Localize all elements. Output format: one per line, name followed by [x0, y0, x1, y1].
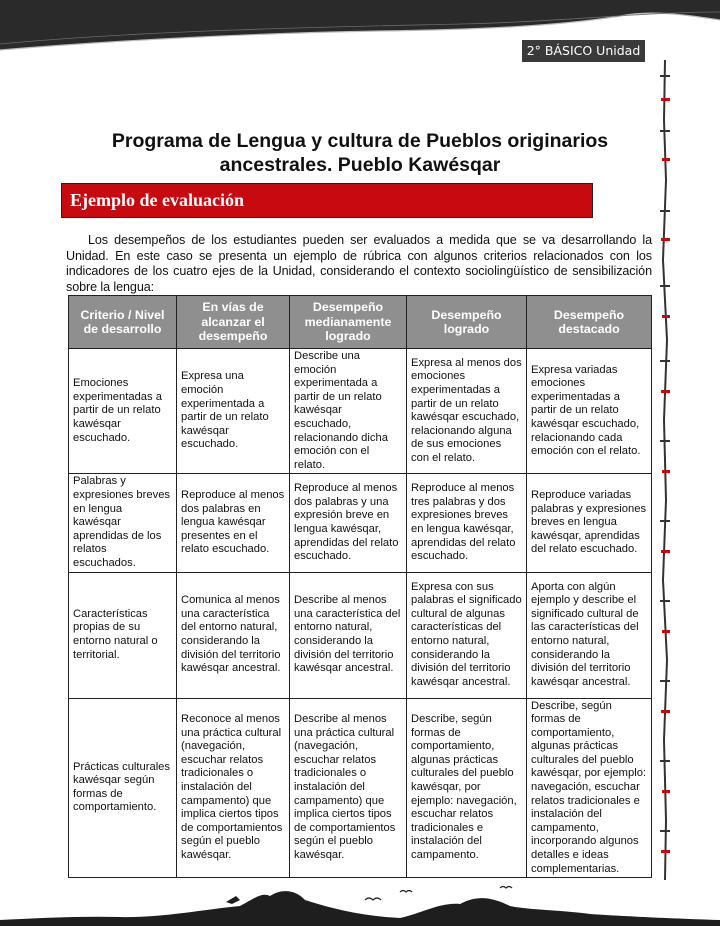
unit-badge: 2° BÁSICO Unidad 1	[522, 40, 645, 62]
table-cell: Describe, según formas de comportamiento, algunas prácticas culturales del pueblo kawésqar, por ejemplo: navegación, escuchar relatos tradicionales e instalación del campamento, incorporando algunos detalles e ideas complementarias.	[527, 698, 652, 878]
table-row	[69, 349, 652, 474]
table-cell: Reproduce al menos dos palabras y una expresión breve en lengua kawésqar, aprendidas del relato escuchado.	[290, 474, 407, 572]
table-cell: Expresa variadas emociones experimentadas a partir de un relato kawésqar escuchado, relacionando cada emoción con el relato.	[527, 349, 652, 474]
column-header: Criterio / Nivel de desarrollo	[69, 296, 177, 349]
column-header: Desempeño medianamente logrado	[290, 296, 407, 349]
page-title-line-1: Programa de Lengua y cultura de Pueblos originarios	[111, 130, 609, 152]
table-cell: Describe al menos una característica del entorno natural, considerando la división del territorio kawésqar ancestral.	[290, 572, 407, 698]
table-cell: Reproduce al menos dos palabras en lengua kawésqar presentes en el relato escuchado.	[177, 474, 290, 572]
rubric-table	[68, 295, 652, 878]
criterion-cell: Prácticas culturales kawésqar según formas de comportamiento.	[69, 698, 177, 878]
table-cell: Reconoce al menos una práctica cultural (navegación, escuchar relatos tradicionales o instalación del campamento) que implica ciertos tipos de comportamientos según el pueblo kawésqar.	[177, 698, 290, 878]
section-header	[61, 183, 593, 218]
page-title	[60, 129, 660, 177]
table-cell: Expresa una emoción experimentada a partir de un relato kawésqar escuchado.	[177, 349, 290, 474]
table-cell: Expresa al menos dos emociones experimentadas a partir de un relato kawésqar escuchado, relacionando alguna de sus emociones con el relato.	[407, 349, 527, 474]
table-row	[69, 572, 652, 698]
criterion-cell: Emociones experimentadas a partir de un relato kawésqar escuchado.	[69, 349, 177, 474]
column-header: Desempeño logrado	[407, 296, 527, 349]
section-heading: Ejemplo de evaluación	[70, 190, 244, 210]
table-row	[69, 474, 652, 572]
column-header: Desempeño destacado	[527, 296, 652, 349]
table-cell: Comunica al menos una característica del entorno natural, considerando la división del territorio kawésqar ancestral.	[177, 572, 290, 698]
footer-decoration	[0, 880, 720, 926]
table-cell: Describe al menos una práctica cultural (navegación, escuchar relatos tradicionales o instalación del campamento) que implica ciertos tipos de comportamientos según el pueblo kawésqar.	[290, 698, 407, 878]
side-decoration	[655, 60, 675, 880]
table-cell: Aporta con algún ejemplo y describe el significado cultural de las características del entorno natural, considerando la división del territorio kawésqar ancestral.	[527, 572, 652, 698]
page-title-line-2: ancestrales. Pueblo Kawésqar	[219, 154, 501, 176]
table-cell: Reproduce variadas palabras y expresiones breves en lengua kawésqar, aprendidas del relato escuchado.	[527, 474, 652, 572]
intro-paragraph: Los desempeños de los estudiantes pueden ser evaluados a medida que se va desarrollando la Unidad. En este caso se presenta un ejemplo de rúbrica con algunos criterios relacionados con los indicadores de los cuatro ejes de la Unidad, considerando el contexto sociolingüístico de sensibilización sobre la lengua:	[66, 233, 652, 294]
column-header: En vías de alcanzar el desempeño	[177, 296, 290, 349]
table-cell: Expresa con sus palabras el significado cultural de algunas características del entorno natural, considerando la división del territorio kawésqar ancestral.	[407, 572, 527, 698]
table-cell: Reproduce al menos tres palabras y dos expresiones breves en lengua kawésqar, aprendidas del relato escuchado.	[407, 474, 527, 572]
table-header-row	[69, 296, 652, 349]
criterion-cell: Características propias de su entorno natural o territorial.	[69, 572, 177, 698]
table-cell: Describe una emoción experimentada a partir de un relato kawésqar escuchado, relacionando dicha emoción con el relato.	[290, 349, 407, 474]
table-cell: Describe, según formas de comportamiento, algunas prácticas culturales del pueblo kawésqar, por ejemplo: navegación, escuchar relatos tradicionales e instalación del campamento.	[407, 698, 527, 878]
criterion-cell: Palabras y expresiones breves en lengua kawésqar aprendidas de los relatos escuchados.	[69, 474, 177, 572]
table-row	[69, 698, 652, 878]
